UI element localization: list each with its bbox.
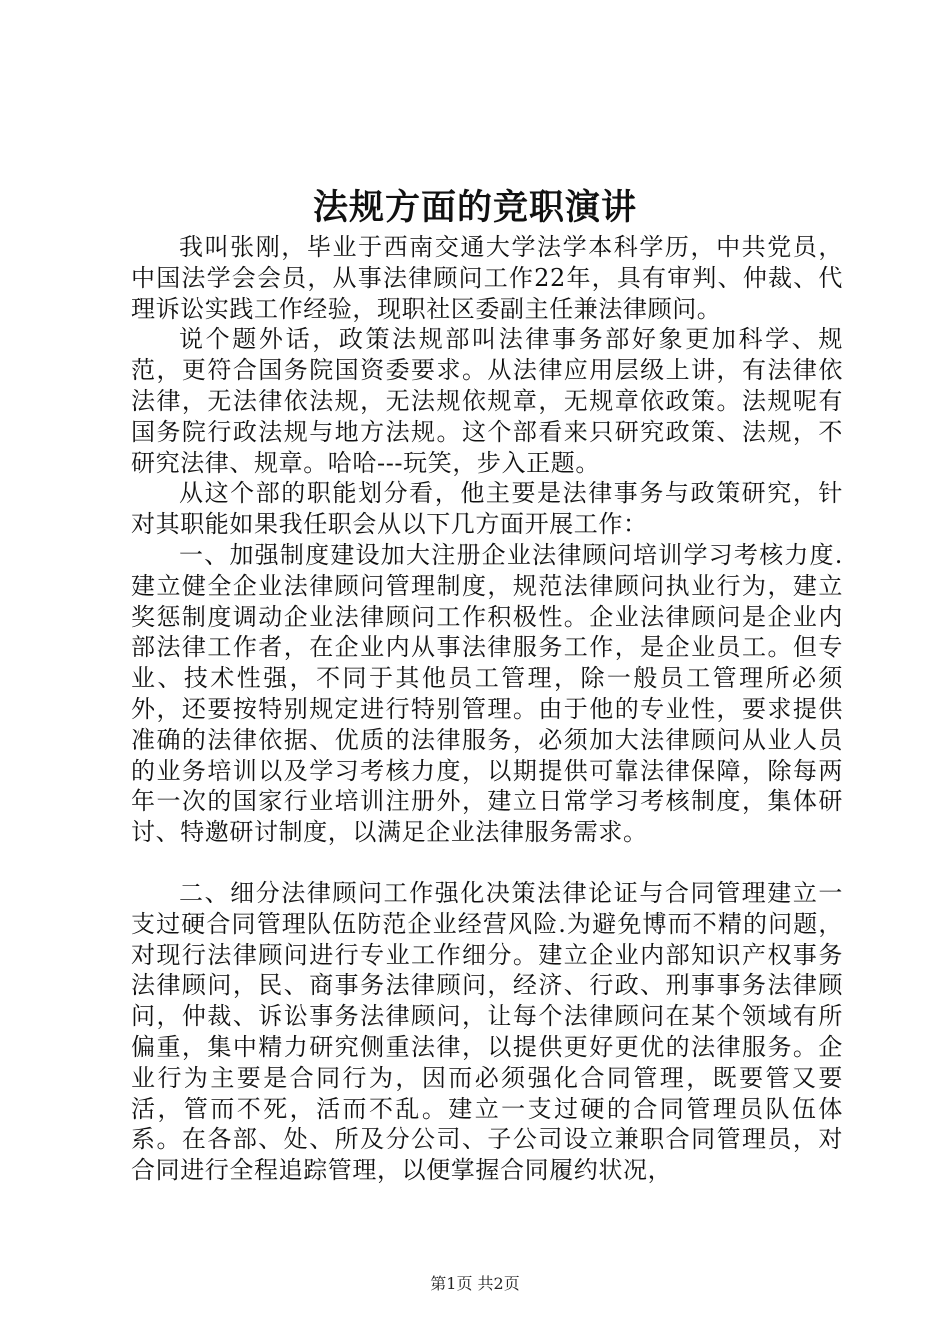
page-footer: 第1页 共2页 — [430, 1274, 520, 1293]
paragraph-plan: 从这个部的职能划分看，他主要是法律事务与政策研究，针对其职能如果我任职会从以下几方面开展工作： — [131, 479, 843, 539]
paragraph-point-one: 一、加强制度建设加大注册企业法律顾问培训学习考核力度.建立健全企业法律顾问管理制度，规范法律顾问执业行为，建立奖惩制度调动企业法律顾问工作积极性。企业法律顾问是企业内部法律工作者，在企业内从事法律服务工作，是企业员工。但专业、技术性强，不同于其他员工管理，除一般员工管理所必须外，还要按特别规定进行特别管理。由于他的专业性，要求提供准确的法律依据、优质的法律服务，必须加大法律顾问从业人员的业务培训以及学习考核力度，以期提供可靠法律保障，除每两年一次的国家行业培训注册外，建立日常学习考核制度，集体研讨、特邀研讨制度，以满足企业法律服务需求。 — [131, 540, 843, 847]
paragraph-point-two: 二、细分法律顾问工作强化决策法律论证与合同管理建立一支过硬合同管理队伍防范企业经营风险.为避免博而不精的问题，对现行法律顾问进行专业工作细分。建立企业内部知识产权事务法律顾问，民、商事务法律顾问，经济、行政、刑事事务法律顾问，仲裁、诉讼事务法律顾问，让每个法律顾问在某个领域有所偏重，集中精力研究侧重法律，以提供更好更优的法律服务。企业行为主要是合同行为，因而必须强化合同管理，既要管又要活，管而不死，活而不乱。建立一支过硬的合同管理员队伍体系。在各部、处、所及分公司、子公司设立兼职合同管理员，对合同进行全程追踪管理，以便掌握合同履约状况， — [131, 878, 843, 1185]
document-title: 法规方面的竞职演讲 — [312, 187, 637, 228]
document-body — [131, 232, 843, 1186]
paragraph-aside: 说个题外话，政策法规部叫法律事务部好象更加科学、规范，更符合国务院国资委要求。从法律应用层级上讲，有法律依法律，无法律依法规，无法规依规章，无规章依政策。法规呢有国务院行政法规与地方法规。这个部看来只研究政策、法规，不研究法律、规章。哈哈---玩笑，步入正题。 — [131, 325, 843, 477]
paragraph-intro: 我叫张刚，毕业于西南交通大学法学本科学历，中共党员，中国法学会会员，从事法律顾问工作22年，具有审判、仲裁、代理诉讼实践工作经验，现职社区委副主任兼法律顾问。 — [131, 233, 843, 323]
